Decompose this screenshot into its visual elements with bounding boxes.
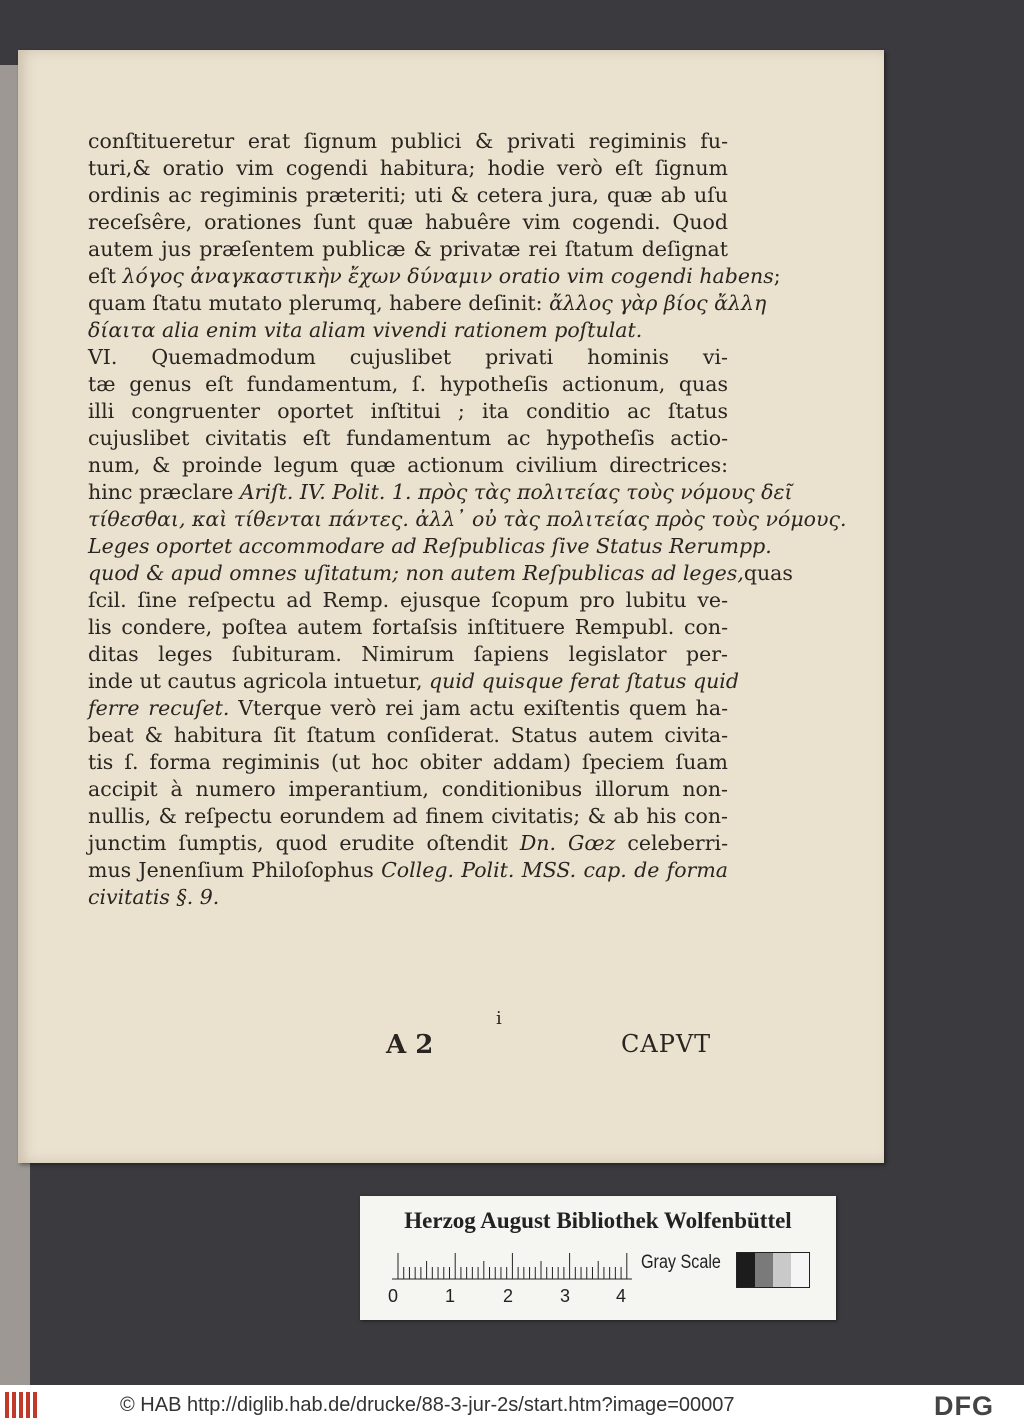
gray-scale-label: Gray Scale	[641, 1252, 721, 1273]
library-name: Herzog August Bibliothek Wolfenbüttel	[404, 1208, 792, 1233]
ruler-number: 1	[445, 1286, 456, 1306]
text-span: turi,& oratio vim cogendi habitura; hodie verò eſt ſignum	[88, 156, 728, 180]
text-line	[88, 776, 728, 803]
footer-bar	[0, 1385, 1024, 1427]
text-line	[88, 452, 728, 479]
italic-span: Dn. Gœz	[519, 831, 616, 855]
text-line	[88, 182, 728, 209]
catchword: CAPVT	[621, 1030, 712, 1058]
ruler-number: 4	[616, 1286, 627, 1306]
text-span: lis condere, poſtea autem fortaſsis inſtituere Rempubl. con-	[88, 615, 728, 639]
text-span: beat & habitura ſit ſtatum conſiderat. Status autem civita-	[88, 723, 728, 747]
text-line	[88, 479, 793, 506]
text-line	[88, 155, 728, 182]
text-line	[88, 533, 772, 560]
text-span: conſtitueretur erat ſignum publici & privati regiminis fu-	[88, 129, 728, 153]
text-span: celeberri-	[615, 831, 729, 855]
text-span: receſsêre, orationes ſunt quæ habuêre vim cogendi. Quod	[88, 210, 728, 234]
italic-span: δίαιτα alia enim vita aliam vivendi rationem poſtulat.	[88, 318, 643, 342]
text-line	[88, 884, 728, 911]
text-span: quas	[743, 561, 793, 585]
italic-span: τίθεσθαι, καὶ τίθενται πάντες. ἀλλ᾽ οὐ τὰς πολιτείας πρὸς τοὺς νόμους.	[88, 507, 847, 531]
text-span: ſcil. ſine reſpectu ad Remp. ejusque ſcopum pro lubitu ve-	[88, 588, 728, 612]
text-line	[88, 290, 767, 317]
gray-swatch	[737, 1253, 755, 1287]
library-color-card	[360, 1196, 836, 1320]
dfg-logo: DFG	[934, 1391, 994, 1421]
italic-span: quid quisque ferat ſtatus quid	[429, 669, 739, 693]
text-line	[88, 722, 728, 749]
text-line	[88, 344, 728, 371]
text-line	[88, 425, 728, 452]
text-line	[88, 317, 728, 344]
italic-span: quod & apud omnes uſitatum; non autem Reſpublicas ad leges,	[88, 561, 744, 585]
italic-span: Colleg. Polit. MSS. cap. de forma	[381, 858, 728, 882]
gray-scale-swatches	[736, 1252, 810, 1288]
text-line	[88, 587, 728, 614]
text-line	[88, 803, 728, 830]
italic-span: ἄλλος γὰρ βίος ἄλλη	[549, 291, 767, 315]
text-span: quam ſtatu mutato plerumq, habere deſinit:	[88, 291, 550, 315]
copyright-link[interactable]: © HAB http://diglib.hab.de/drucke/88-3-jur-2s/start.htm?image=00007	[120, 1394, 735, 1416]
text-span: num, & proinde legum quæ actionum civilium directrices:	[88, 453, 728, 477]
gray-swatch	[773, 1253, 791, 1287]
ruler-number: 2	[503, 1286, 514, 1306]
text-line	[88, 128, 728, 155]
hab-logo-icon	[4, 1390, 38, 1420]
text-span: mus Jenenſium Philoſophus	[88, 858, 382, 882]
italic-span: Ariſt. IV. Polit. 1. πρὸς τὰς πολιτείας τοὺς νόμους δεῖ	[239, 480, 793, 504]
text-span: illi congruenter oportet inſtitui ; ita conditio ac ſtatus	[88, 399, 728, 423]
text-span: tæ genus eſt fundamentum, ſ. hypotheſis actionum, quas	[88, 372, 728, 396]
text-span: Vterque verò rei jam actu exiſtentis quem ha-	[229, 696, 728, 720]
text-line	[88, 641, 728, 668]
text-span: hinc præclare	[88, 480, 240, 504]
text-span: accipit à numero imperantium, conditionibus illorum non-	[88, 777, 728, 801]
text-line	[88, 857, 728, 884]
italic-span: ferre recuſet.	[88, 696, 230, 720]
text-line	[88, 749, 728, 776]
ruler-number: 0	[388, 1286, 399, 1306]
text-span: ;	[773, 264, 781, 288]
text-span: eſt	[88, 264, 123, 288]
text-line	[88, 695, 728, 722]
scale-ruler	[392, 1250, 632, 1280]
text-span: VI. Quemadmodum cujuslibet privati hominis vi-	[88, 345, 728, 369]
text-span: ditas leges ſubituram. Nimirum ſapiens legislator per-	[88, 642, 728, 666]
text-span: junctim ſumptis, quod erudite oſtendit	[88, 831, 520, 855]
text-line	[88, 236, 728, 263]
text-span: tis ſ. forma regiminis (ut hoc obiter addam) ſpeciem ſuam	[88, 750, 728, 774]
printer-mark: i	[496, 1008, 502, 1029]
page-text	[88, 128, 847, 911]
book-page	[18, 50, 884, 1163]
text-span: ordinis ac regiminis præteriti; uti & cetera jura, quæ ab uſu	[88, 183, 728, 207]
italic-span: civitatis §. 9.	[88, 885, 220, 909]
text-line	[88, 398, 728, 425]
text-line	[88, 263, 781, 290]
signature-mark: A 2	[386, 1030, 434, 1060]
text-line	[88, 668, 739, 695]
text-span: nullis, & reſpectu eorundem ad finem civitatis; & ab his con-	[88, 804, 728, 828]
text-line	[88, 830, 728, 857]
italic-span: λόγος ἀναγκαστικὴν ἔχων δύναμιν oratio vim cogendi habens	[122, 264, 774, 288]
text-line	[88, 560, 793, 587]
text-line	[88, 371, 728, 398]
text-line	[88, 506, 847, 533]
text-span: inde ut cautus agricola intuetur,	[88, 669, 430, 693]
text-line	[88, 209, 728, 236]
gray-swatch	[755, 1253, 773, 1287]
text-line	[88, 614, 728, 641]
text-span: cujuslibet civitatis eſt fundamentum ac hypotheſis actio-	[88, 426, 728, 450]
italic-span: Leges oportet accommodare ad Reſpublicas ſive Status Rerumpp.	[88, 534, 772, 558]
ruler-number: 3	[560, 1286, 571, 1306]
gray-swatch	[791, 1253, 809, 1287]
text-span: autem jus præſentem publicæ & privatæ rei ſtatum deſignat	[88, 237, 728, 261]
